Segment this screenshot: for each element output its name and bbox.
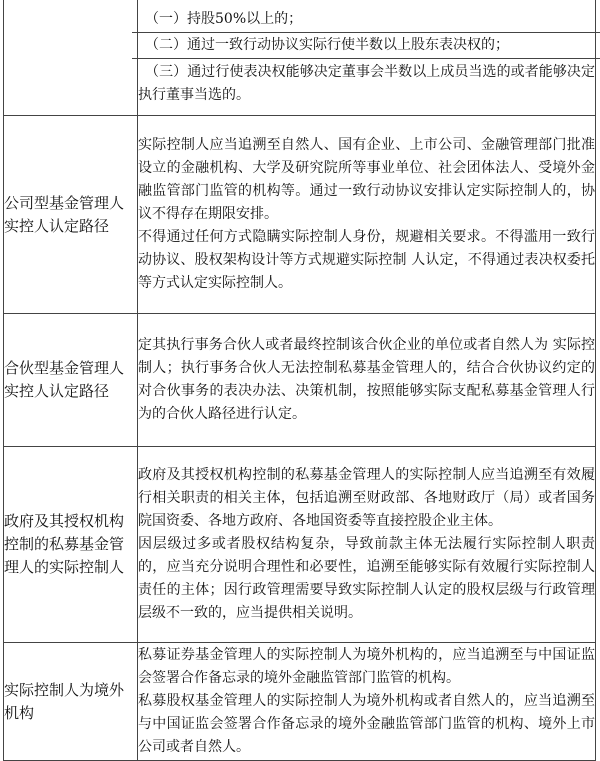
rules-table	[3, 0, 596, 761]
row-label-foreign-institution: 实际控制人为境外机构	[4, 643, 138, 761]
government-paragraph-1: 政府及其授权机构控制的私募基金管理人的实际控制人应当追溯至有效履行相关职责的相关主体，包括追溯至财政部、各地财政厅（局）或者国务院国资委、各地方政府、各地国资委等直接控股企业主体。	[138, 467, 595, 529]
table-row-government-controlled	[4, 447, 596, 643]
row-label-empty	[4, 0, 138, 116]
table-row-company-type	[4, 116, 596, 314]
company-type-paragraph-1: 实际控制人应当追溯至自然人、国有企业、上市公司、金融管理部门批准设立的金融机构、大学及研究院所等事业单位、社会团体法人、受境外金融监管部门监管的机构等。通过一致行动协议安排认定实际控制人的，协议不得存在期限安排。	[138, 137, 595, 222]
row-label-government-controlled: 政府及其授权机构控制的私募基金管理人的实际控制人	[4, 447, 138, 643]
foreign-paragraph-equity: 私募股权基金管理人的实际控制人为境外机构或者自然人的，应当追溯至与中国证监会签署合作备忘录的境外金融监管部门监管的机构、境外上市公司或者自然人。	[138, 693, 595, 755]
row-label-company-type: 公司型基金管理人实控人认定路径	[4, 116, 138, 314]
row-content-control-criteria	[138, 0, 596, 116]
criterion-board-control: （三）通过行使表决权能够决定董事会半数以上成员当选的或者能够决定执行董事当选的。	[138, 64, 595, 103]
row-content-foreign-institution	[138, 643, 596, 761]
row-content-partnership-type	[138, 314, 596, 447]
criterion-voting-agreement: （二）通过一致行动协议实际行使半数以上股东表决权的；	[132, 33, 600, 59]
row-content-government-controlled	[138, 447, 596, 643]
row-content-company-type	[138, 116, 596, 314]
partnership-type-paragraph-1: 定其执行事务合伙人或者最终控制该合伙企业的单位或者自然人为 实际控制人；执行事务合伙人无法控制私募基金管理人的，结合合伙协议约定的对合伙事务的表决办法、决策机制，按照能够实际支配私募基金管理人行为的合伙人路径进行认定。	[138, 337, 595, 422]
criterion-shareholding: （一）持股50%以上的；	[132, 8, 600, 33]
government-paragraph-2: 因层级过多或者股权结构复杂，导致前款主体无法履行实际控制人职责的，应当充分说明合理性和必要性，追溯至能够实际有效履行实际控制人责任的主体；因行政管理需要导致实际控制人认定的股权层级与行政管理层级不一致的，应当提供相关说明。	[138, 536, 595, 621]
foreign-paragraph-securities: 私募证券基金管理人的实际控制人为境外机构的，应当追溯至与中国证监会签署合作备忘录的境外金融监管部门监管的机构。	[138, 647, 595, 686]
table-row-foreign-institution	[4, 643, 596, 761]
company-type-paragraph-2: 不得通过任何方式隐瞒实际控制人身份，规避相关要求。不得滥用一致行动协议、股权架构设计等方式规避实际控制 人认定，不得通过表决权委托等方式认定实际控制人。	[138, 229, 595, 291]
row-label-partnership-type: 合伙型基金管理人实控人认定路径	[4, 314, 138, 447]
table-row-control-criteria	[4, 0, 596, 116]
table-row-partnership-type	[4, 314, 596, 447]
